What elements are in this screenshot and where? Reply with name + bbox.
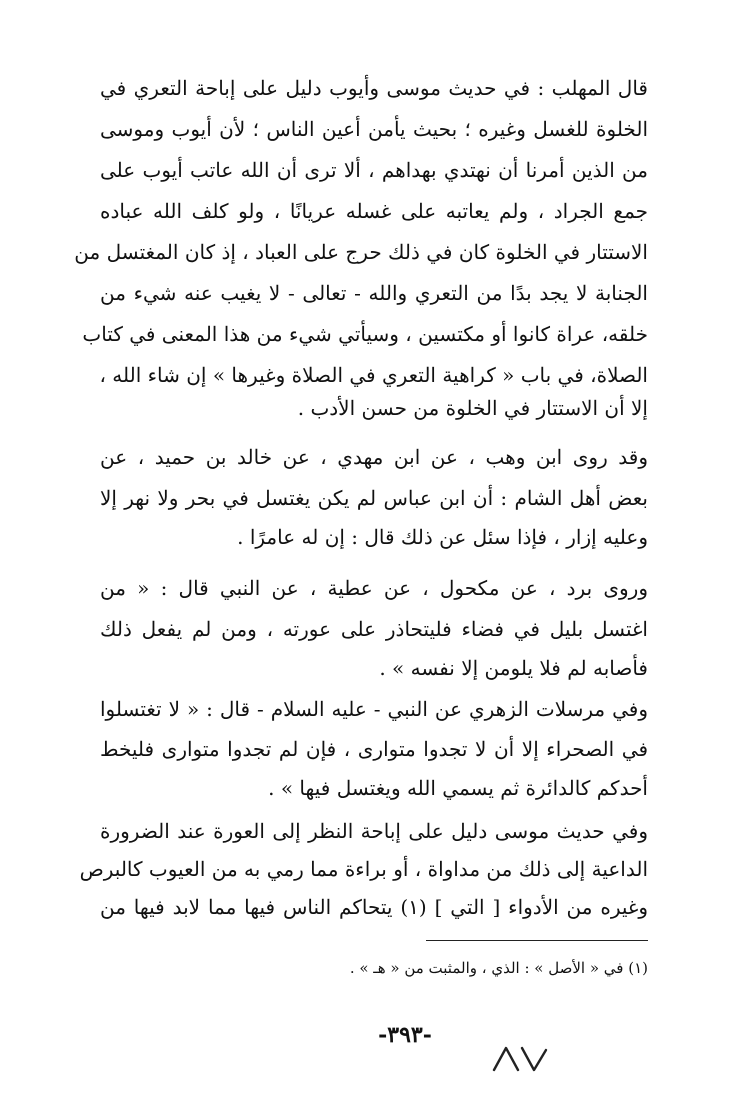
text-line: وفي حديث موسى دليل على إباحة النظر إلى العورة عند الضرورة: [100, 819, 648, 843]
text-line: إلا أن الاستتار في الخلوة من حسن الأدب .: [297, 396, 648, 420]
footnote: (١) في « الأصل » : الذي ، والمثبت من « هـ » .: [349, 959, 648, 977]
text-line: في الصحراء إلا أن لا تجدوا متوارى ، فإن لم تجدوا متوارى فليخط: [100, 737, 648, 761]
text-line: فأصابه لم فلا يلومن إلا نفسه » .: [379, 656, 648, 680]
text-line: اغتسل بليل في فضاء فليتحاذر على عورته ، ومن لم يفعل ذلك: [100, 617, 648, 641]
text-line: الداعية إلى ذلك من مداواة ، أو براءة مما رمي به من العيوب كالبرص: [79, 857, 648, 881]
paragraph-3: [100, 568, 648, 688]
text-line: خلقه، عراة كانوا أو مكتسين ، وسيأتي شيء من هذا المعنى في كتاب: [82, 322, 648, 346]
text-line: بعض أهل الشام : أن ابن عباس لم يكن يغتسل في بحر ولا نهر إلا: [100, 486, 648, 510]
page-number: -٣٩٣-: [378, 1022, 432, 1048]
text-line: الجنابة لا يجد بدًا من التعري والله - تعالى - لا يغيب عنه شيء من: [100, 281, 648, 305]
text-line: أحدكم كالدائرة ثم يسمي الله ويغتسل فيها » .: [268, 776, 648, 800]
paragraph-4: [100, 689, 648, 809]
footnote-divider: [426, 940, 648, 941]
text-line: وقد روى ابن وهب ، عن ابن مهدي ، عن خالد بن حميد ، عن: [100, 445, 648, 469]
text-line: قال المهلب : في حديث موسى وأيوب دليل على إباحة التعري في: [100, 76, 648, 100]
handwritten-page-mark: [490, 1040, 550, 1080]
text-line: وروى برد ، عن مكحول ، عن عطية ، عن النبي قال : « من: [100, 576, 648, 600]
paragraph-1: [74, 68, 648, 428]
text-line: الصلاة، في باب « كراهية التعري في الصلاة وغيرها » إن شاء الله ،: [99, 363, 648, 387]
text-line: الخلوة للغسل وغيره ؛ بحيث يأمن أعين الناس ؛ لأن أيوب وموسى: [100, 117, 648, 141]
paragraph-5: [79, 811, 649, 931]
text-line: وعليه إزار ، فإذا سئل عن ذلك قال : إن له عامرًا .: [237, 525, 648, 549]
text-line: وغيره من الأدواء [ التي ] (١) يتحاكم الناس فيها مما لابد فيها من: [100, 895, 649, 919]
text-line: الاستتار في الخلوة كان في ذلك حرج على العباد ، إذ كان المغتسل من: [74, 240, 648, 264]
text-line: وفي مرسلات الزهري عن النبي - عليه السلام - قال : « لا تغتسلوا: [100, 697, 648, 721]
text-line: من الذين أمرنا أن نهتدي بهداهم ، ألا ترى أن الله عاتب أيوب على: [100, 158, 648, 182]
paragraph-2: [100, 437, 648, 557]
text-line: جمع الجراد ، ولم يعاتبه على غسله عريانًا ، ولو كلف الله عباده: [100, 199, 648, 223]
